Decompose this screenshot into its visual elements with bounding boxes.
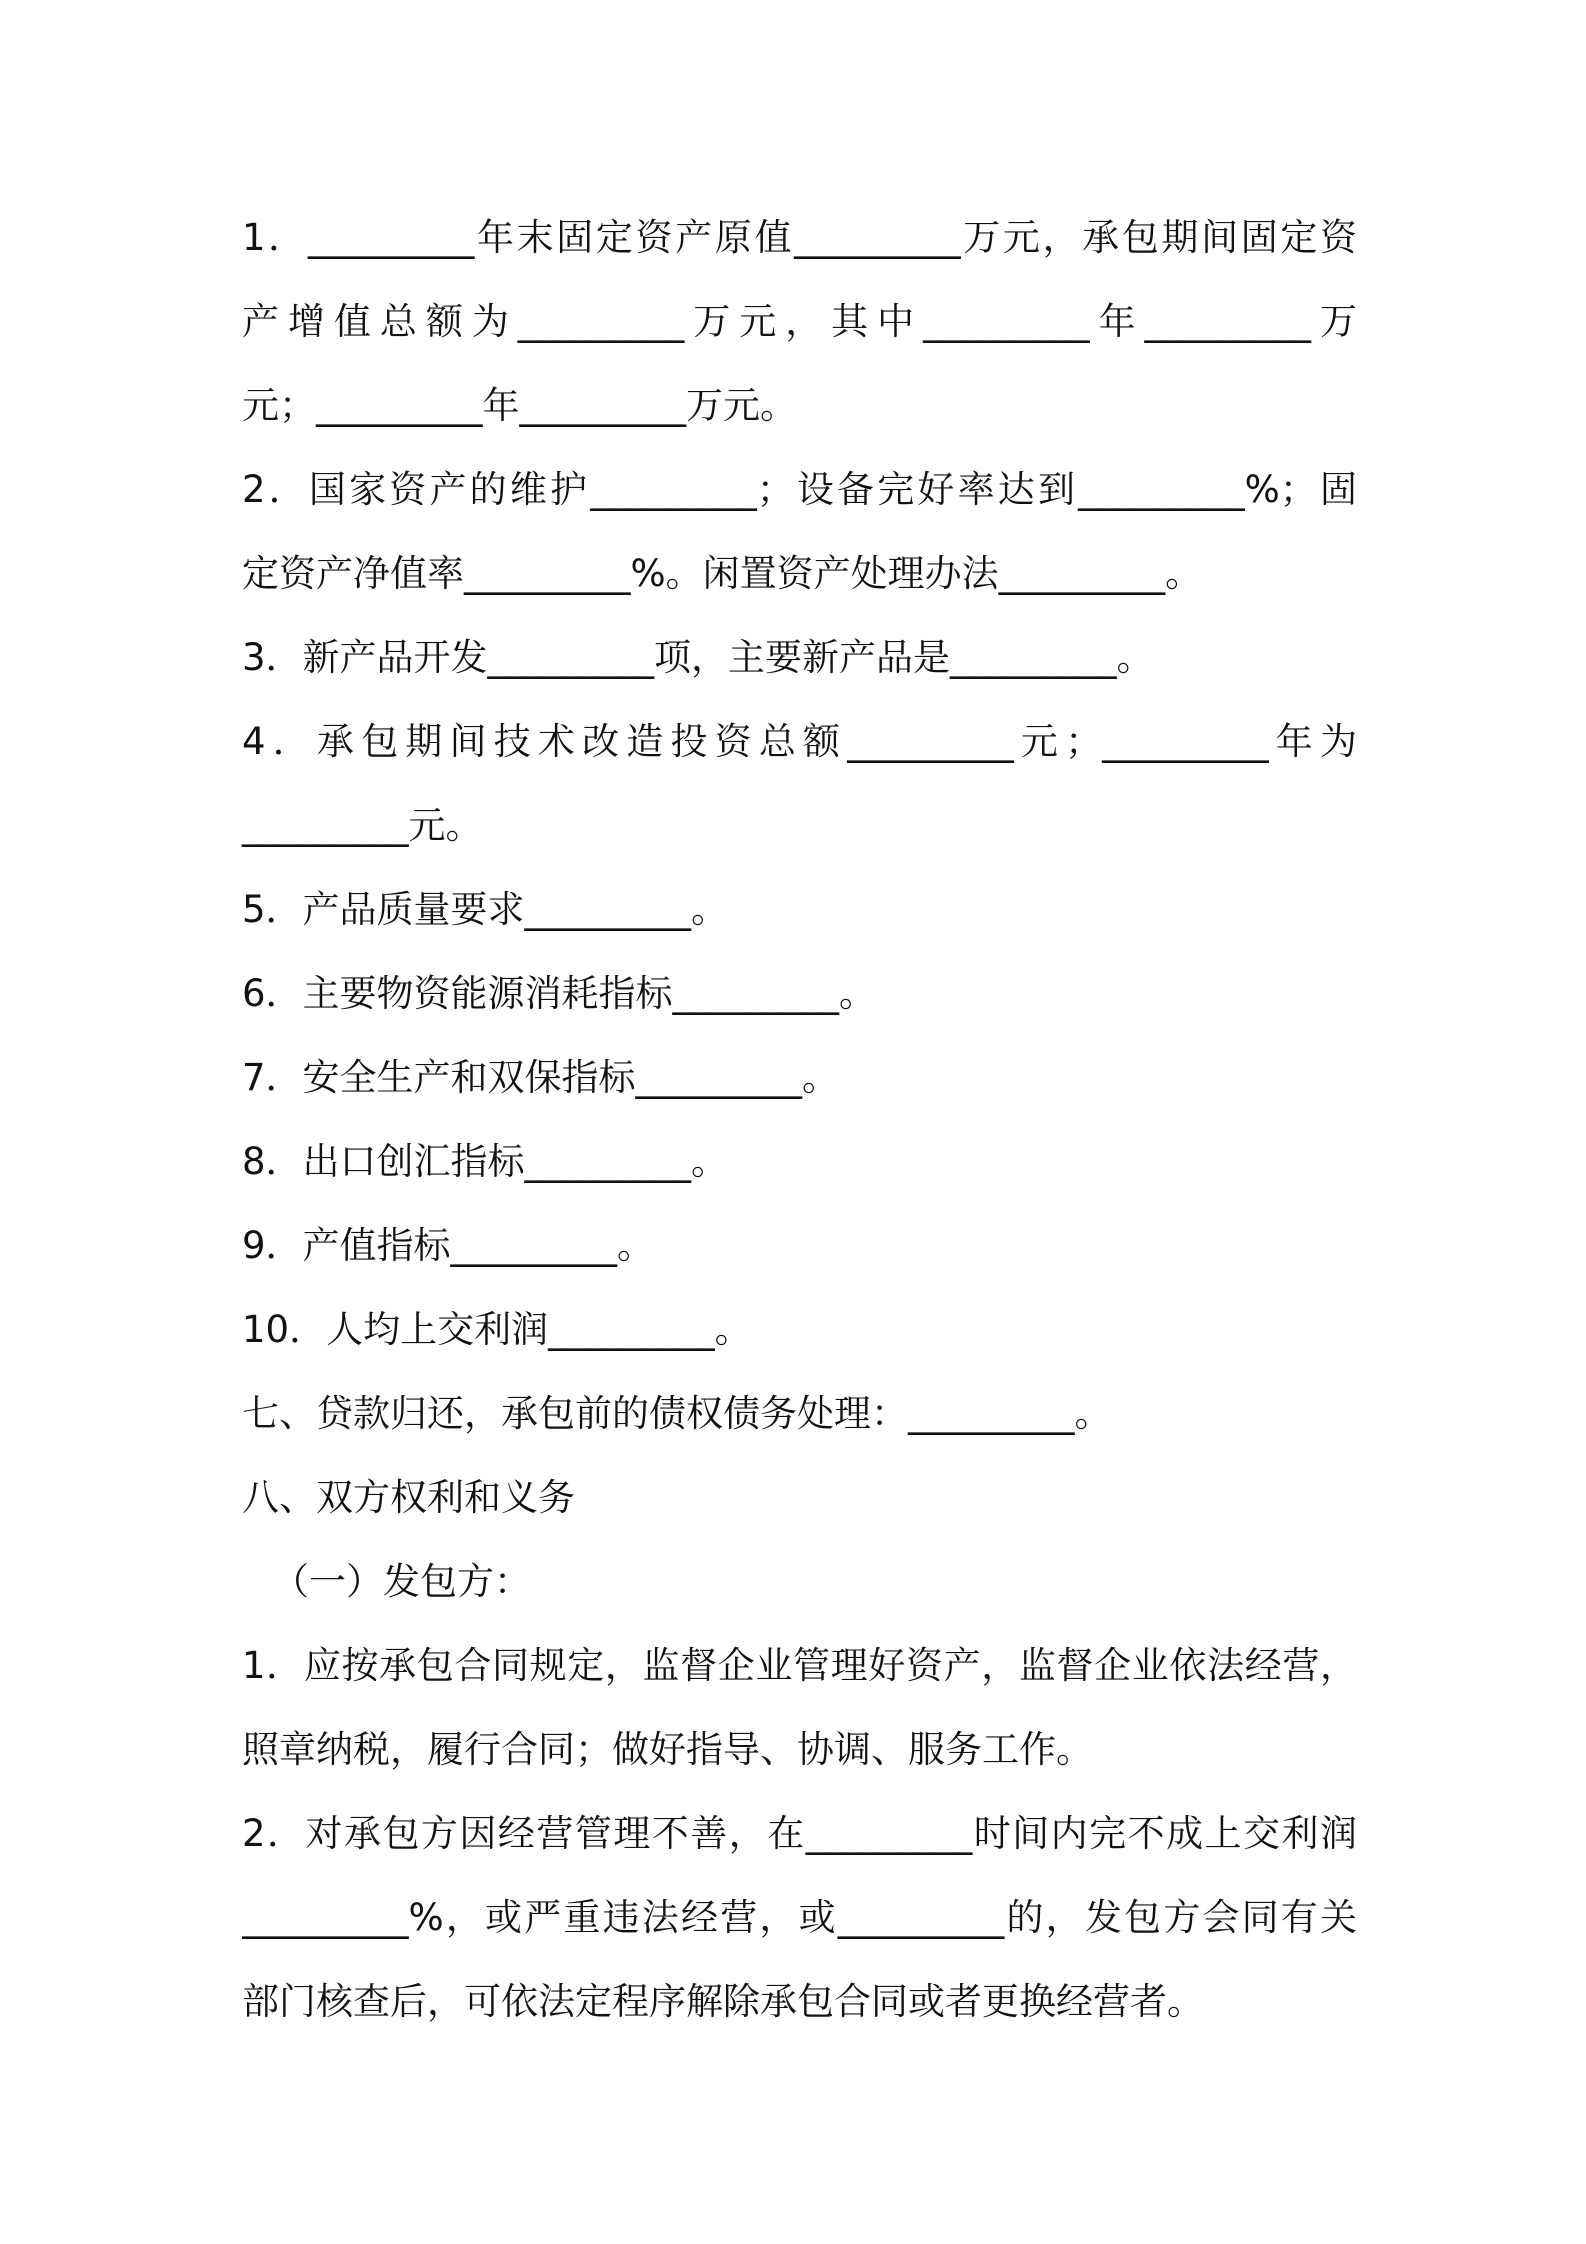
clause-line: 1．应按承包合同规定，监督企业管理好资产，监督企业依法经营， xyxy=(242,1644,1357,1687)
clause-line: 定资产净值率_________%。闲置资产处理办法_________。 xyxy=(242,552,1203,595)
clause-line: 元；_________年_________万元。 xyxy=(242,384,797,427)
clause-line: 2．国家资产的维护_________；设备完好率达到_________%；固 xyxy=(242,468,1357,511)
clause-line: 9．产值指标_________。 xyxy=(242,1224,655,1267)
clause-line: 部门核查后，可依法定程序解除承包合同或者更换经营者。 xyxy=(242,1980,1204,2023)
clause-line: 1．_________年末固定资产原值_________万元，承包期间固定资 xyxy=(242,216,1357,259)
clause-line: 产增值总额为_________万元，其中_________年_________万 xyxy=(242,300,1357,343)
clause-line: 4．承包期间技术改造投资总额_________元；_________年为 xyxy=(242,720,1357,763)
clause-line: 3．新产品开发_________项，主要新产品是_________。 xyxy=(242,636,1154,679)
clause-line: 照章纳税，履行合同；做好指导、协调、服务工作。 xyxy=(242,1728,1093,1771)
clause-line: 2．对承包方因经营管理不善，在_________时间内完不成上交利润 xyxy=(242,1812,1357,1855)
clause-line: 6．主要物资能源消耗指标_________。 xyxy=(242,972,877,1015)
subsection-heading: （一）发包方： xyxy=(272,1560,531,1603)
clause-line: 8．出口创汇指标_________。 xyxy=(242,1140,729,1183)
section-heading: 七、贷款归还，承包前的债权债务处理：_________。 xyxy=(242,1392,1112,1435)
clause-line: 10．人均上交利润_________。 xyxy=(242,1308,752,1351)
section-heading: 八、双方权利和义务 xyxy=(242,1476,575,1519)
clause-line: _________%，或严重违法经营，或_________的，发包方会同有关 xyxy=(242,1896,1357,1939)
clause-line: 7．安全生产和双保指标_________。 xyxy=(242,1056,840,1099)
clause-line: _________元。 xyxy=(242,804,483,847)
clause-line: 5．产品质量要求_________。 xyxy=(242,888,729,931)
contract-body xyxy=(242,196,1357,2044)
